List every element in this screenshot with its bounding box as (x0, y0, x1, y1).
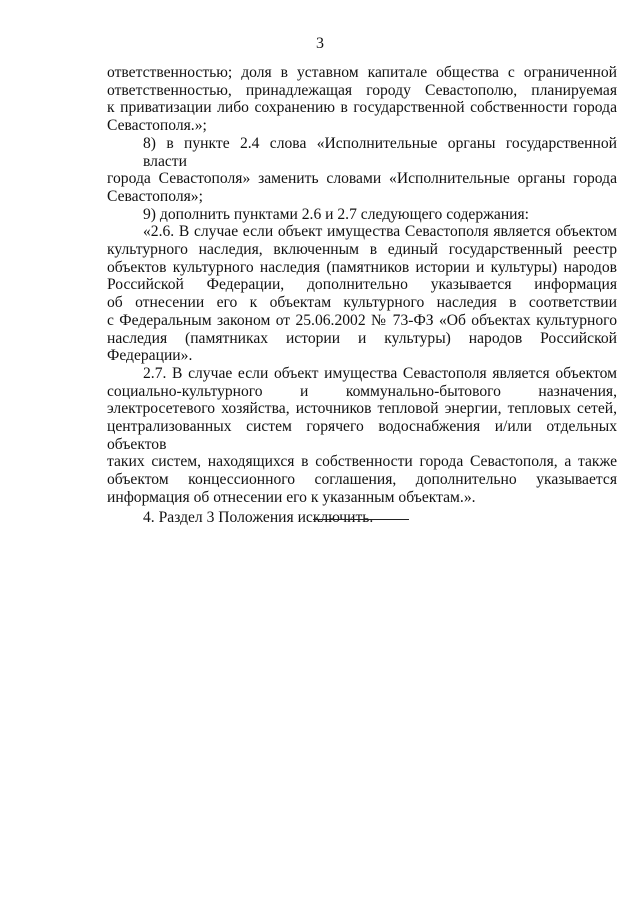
text-line: «2.6. В случае если объект имущества Севастополя является объектом (143, 223, 617, 241)
text-line: электросетевого хозяйства, источников тепловой энергии, тепловых сетей, (107, 400, 617, 418)
text-line: к приватизации либо сохранению в государственной собственности города (107, 99, 617, 117)
text-line: объектов культурного наследия (памятников истории и культуры) народов (107, 258, 617, 276)
text-line: 8) в пункте 2.4 слова «Исполнительные органы государственной власти (143, 134, 617, 170)
text-line: 2.7. В случае если объект имущества Севастополя является объектом (143, 364, 617, 382)
page-number: 3 (316, 35, 324, 52)
text-line: культурного наследия, включенным в единый государственный реестр (107, 241, 617, 259)
text-line: социально-культурного и коммунально-бытового назначения, (107, 382, 617, 400)
end-separator-line (313, 519, 409, 520)
text-line: наследия (памятниках истории и культуры) народов Российской Федерации». (107, 329, 617, 365)
text-line: Севастополя.»; (107, 117, 207, 135)
text-line: об отнесении его к объектам культурного наследия в соответствии (107, 294, 617, 312)
text-line: таких систем, находящихся в собственности города Севастополя, а также (107, 453, 617, 471)
text-line: информация об отнесении его к указанным объектам.». (107, 488, 476, 506)
text-line: ответственностью; доля в уставном капитале общества с ограниченной (107, 64, 617, 81)
text-line: ответственностью, принадлежащая городу Севастополю, планируемая (107, 81, 617, 99)
text-line: 9) дополнить пунктами 2.6 и 2.7 следующего содержания: (143, 205, 530, 223)
text-line: Севастополя»; (107, 187, 203, 205)
text-line: с Федеральным законом от 25.06.2002 № 73-ФЗ «Об объектах культурного (107, 311, 617, 329)
text-line: 4. Раздел 3 Положения исключить. (143, 508, 374, 526)
text-line: города Севастополя» заменить словами «Исполнительные органы города (107, 170, 617, 188)
text-line: централизованных систем горячего водоснабжения и/или отдельных объектов (107, 418, 617, 453)
text-line: объектом концессионного соглашения, дополнительно указывается (107, 471, 617, 489)
text-line: Российской Федерации, дополнительно указывается информация (107, 276, 617, 294)
document-body (107, 64, 617, 526)
